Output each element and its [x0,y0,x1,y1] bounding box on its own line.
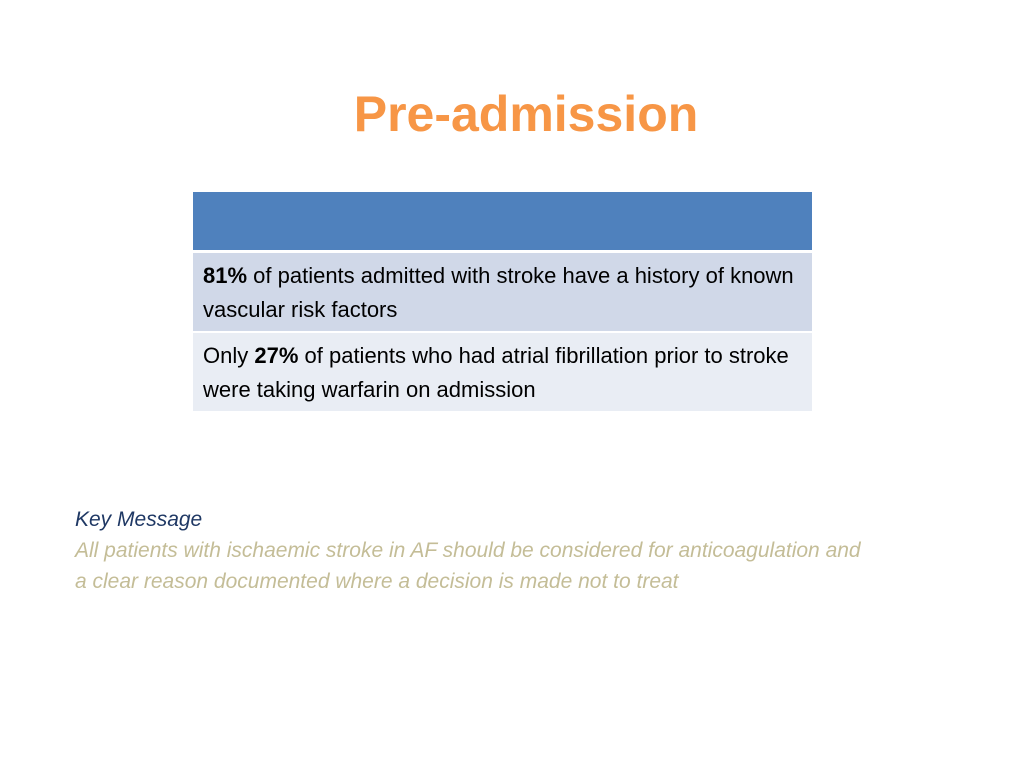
statistic-percentage: 27% [254,343,299,368]
statistic-text: of patients admitted with stroke have a history of known vascular risk factors [203,263,794,322]
table-cell [193,252,812,333]
key-message-text: All patients with ischaemic stroke in AF should be considered for anticoagulation and a clear reason documented where a decision is made not to treat [75,539,861,593]
statistic-percentage: 81% [203,263,248,288]
table-row [193,252,812,333]
table-row [193,332,812,411]
table-cell [193,332,812,411]
statistic-text: of patients who had atrial fibrillation prior to stroke were taking warfarin on admission [203,343,789,402]
slide-title: Pre-admission [353,86,699,142]
key-message [75,504,875,597]
table-header-cell [193,192,812,252]
statistic-prefix: Only [203,343,255,368]
table-header-row [193,192,812,252]
statistics-table [193,192,812,411]
key-message-heading: Key Message [75,508,203,531]
